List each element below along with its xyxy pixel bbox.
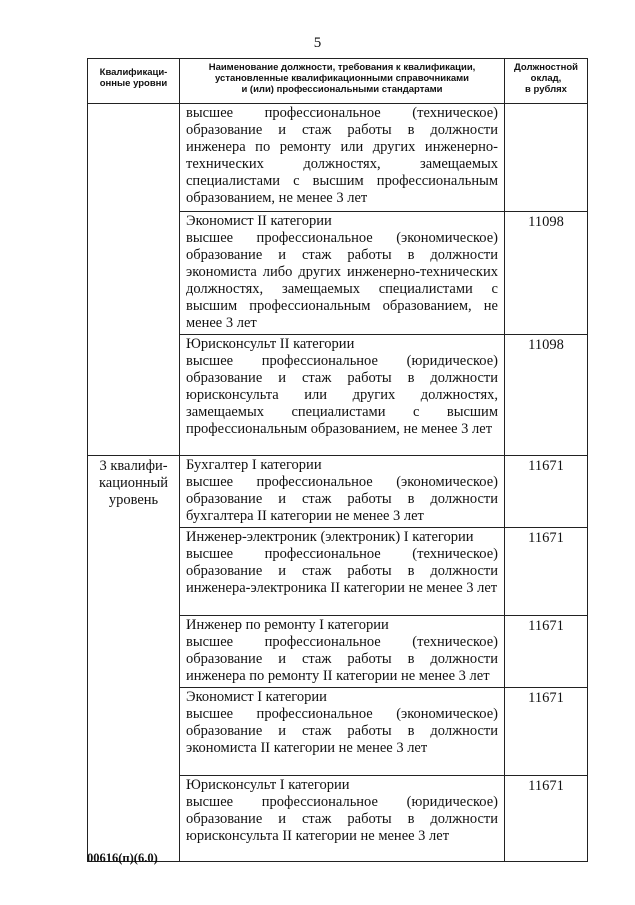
table-row [88,456,588,528]
position-title: Экономист I категории [186,689,327,705]
position-requirements: высшее профессиональное (техническое) образование и стаж работы в должности инженера по ремонту II категории не менее 3 лет [186,634,498,684]
position-title: Инженер-электроник (электроник) I категории [186,529,474,545]
position-title: Экономист II категории [186,213,332,229]
position-title: Юрисконсульт II категории [186,336,355,352]
position-description-cell [180,528,505,616]
salary-cell: 11671 [505,776,588,862]
header-qualification-levels: Квалификаци- онные уровни [88,59,180,104]
header-salary: Должностной оклад, в рублях [505,59,588,104]
position-requirements: высшее профессиональное (техническое) образование и стаж работы в должности инженера-электроника II категории не менее 3 лет [186,546,498,596]
qualification-level-cell [88,104,180,456]
position-requirements: высшее профессиональное (техническое) образование и стаж работы в должности инженера по ремонту или других инженерно-технических должностях, замещаемых специалистами с высшим профессиональным образованием, не менее 3 лет [186,105,498,206]
position-description-cell [180,616,505,688]
position-description-cell [180,456,505,528]
position-description-cell [180,212,505,335]
position-description-cell [180,688,505,776]
position-description-cell [180,104,505,212]
position-requirements: высшее профессиональное (юридическое) образование и стаж работы в должности юрисконсульта II категории не менее 3 лет [186,794,498,844]
position-requirements: высшее профессиональное (экономическое) образование и стаж работы в должности экономиста II категории не менее 3 лет [186,706,498,756]
position-title: Бухгалтер I категории [186,457,322,473]
document-code: 00616(п)(6.0) [87,851,158,865]
position-requirements: высшее профессиональное (юридическое) образование и стаж работы в должности юрисконсульта или других должностях, замещаемых специалистами с высшим профессиональным образованием, не менее 3 лет [186,353,498,437]
position-title: Юрисконсульт I категории [186,777,350,793]
table-row [88,104,588,212]
salary-cell: 11671 [505,528,588,616]
table-body [88,104,588,862]
position-description-cell [180,776,505,862]
page-number: 5 [313,35,322,51]
salary-table [87,58,588,862]
header-position-requirements: Наименование должности, требования к квалификации, установленные квалификационными справочниками и (или) профессиональными стандартами [180,59,505,104]
position-title: Инженер по ремонту I категории [186,617,389,633]
table-header-row [88,59,588,104]
qualification-level-cell: 3 квалифи- кационный уровень [88,456,180,862]
salary-cell: 11098 [505,212,588,335]
salary-cell [505,104,588,212]
position-requirements: высшее профессиональное (экономическое) образование и стаж работы в должности экономиста либо других инженерно-технических должностях, замещаемых специалистами с высшим профессиональным образованием, не менее 3 лет [186,230,498,331]
salary-cell: 11671 [505,616,588,688]
position-requirements: высшее профессиональное (экономическое) образование и стаж работы в должности бухгалтера II категории не менее 3 лет [186,474,498,524]
salary-cell: 11671 [505,456,588,528]
position-description-cell [180,335,505,456]
salary-cell: 11098 [505,335,588,456]
salary-cell: 11671 [505,688,588,776]
